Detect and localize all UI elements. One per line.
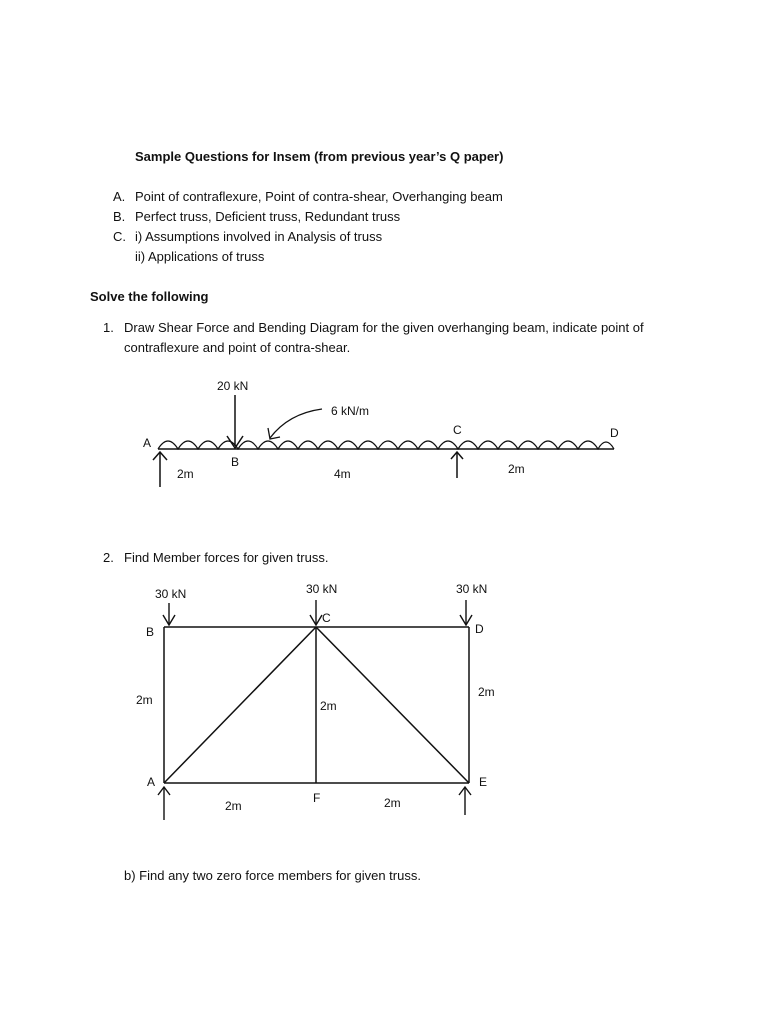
section-heading: Solve the following bbox=[90, 289, 209, 304]
load-arrow-d bbox=[460, 600, 472, 625]
joint-label-b: B bbox=[146, 625, 155, 639]
joint-label-f: F bbox=[313, 791, 321, 805]
page-title: Sample Questions for Insem (from previous year’s Q paper) bbox=[135, 149, 504, 164]
list-item-a: Point of contraflexure, Point of contra-shear, Overhanging beam bbox=[135, 189, 503, 204]
joint-label-e: E bbox=[479, 775, 488, 789]
q1-number: 1. bbox=[103, 320, 114, 335]
member-ce bbox=[316, 627, 469, 783]
joint-label-a: A bbox=[147, 775, 156, 789]
load-arrow-c bbox=[310, 600, 322, 625]
joint-label-c: C bbox=[322, 611, 331, 625]
height-label-mid: 2m bbox=[320, 699, 337, 713]
height-label-left: 2m bbox=[136, 693, 153, 707]
load-label-b: 30 kN bbox=[155, 587, 187, 601]
q1-line2: contraflexure and point of contra-shear. bbox=[124, 340, 351, 355]
support-arrow-e bbox=[459, 787, 471, 815]
q2-text: Find Member forces for given truss. bbox=[124, 550, 329, 565]
support-arrow-a bbox=[158, 787, 170, 820]
list-marker-c: C. bbox=[113, 229, 126, 244]
list-item-c-sub: ii) Applications of truss bbox=[135, 249, 265, 264]
beam-span-cd: 2m bbox=[508, 462, 525, 476]
q1-line1: Draw Shear Force and Bending Diagram for the given overhanging beam, indicate point of bbox=[124, 320, 644, 335]
list-item-c: i) Assumptions involved in Analysis of truss bbox=[135, 229, 383, 244]
q2-number: 2. bbox=[103, 550, 114, 565]
list-marker-b: B. bbox=[113, 209, 126, 224]
load-label-d: 30 kN bbox=[456, 582, 488, 596]
beam-point-b: B bbox=[231, 455, 240, 469]
joint-label-d: D bbox=[475, 622, 484, 636]
load-label-c: 30 kN bbox=[306, 582, 338, 596]
udl-label: 6 kN/m bbox=[331, 404, 370, 418]
beam-point-a: A bbox=[143, 436, 152, 450]
beam-point-c: C bbox=[453, 423, 462, 437]
list-marker-a: A. bbox=[113, 189, 126, 204]
span-label-fe: 2m bbox=[384, 796, 401, 810]
beam-span-ab: 2m bbox=[177, 467, 194, 481]
q2b-text: b) Find any two zero force members for given truss. bbox=[124, 868, 421, 883]
beam-span-bc: 4m bbox=[334, 467, 351, 481]
point-load-label: 20 kN bbox=[217, 379, 249, 393]
beam-point-d: D bbox=[610, 426, 619, 440]
height-label-right: 2m bbox=[478, 685, 495, 699]
span-label-af: 2m bbox=[225, 799, 242, 813]
member-ac bbox=[164, 627, 316, 783]
list-item-b: Perfect truss, Deficient truss, Redundant truss bbox=[135, 209, 401, 224]
load-arrow-b bbox=[163, 603, 175, 625]
